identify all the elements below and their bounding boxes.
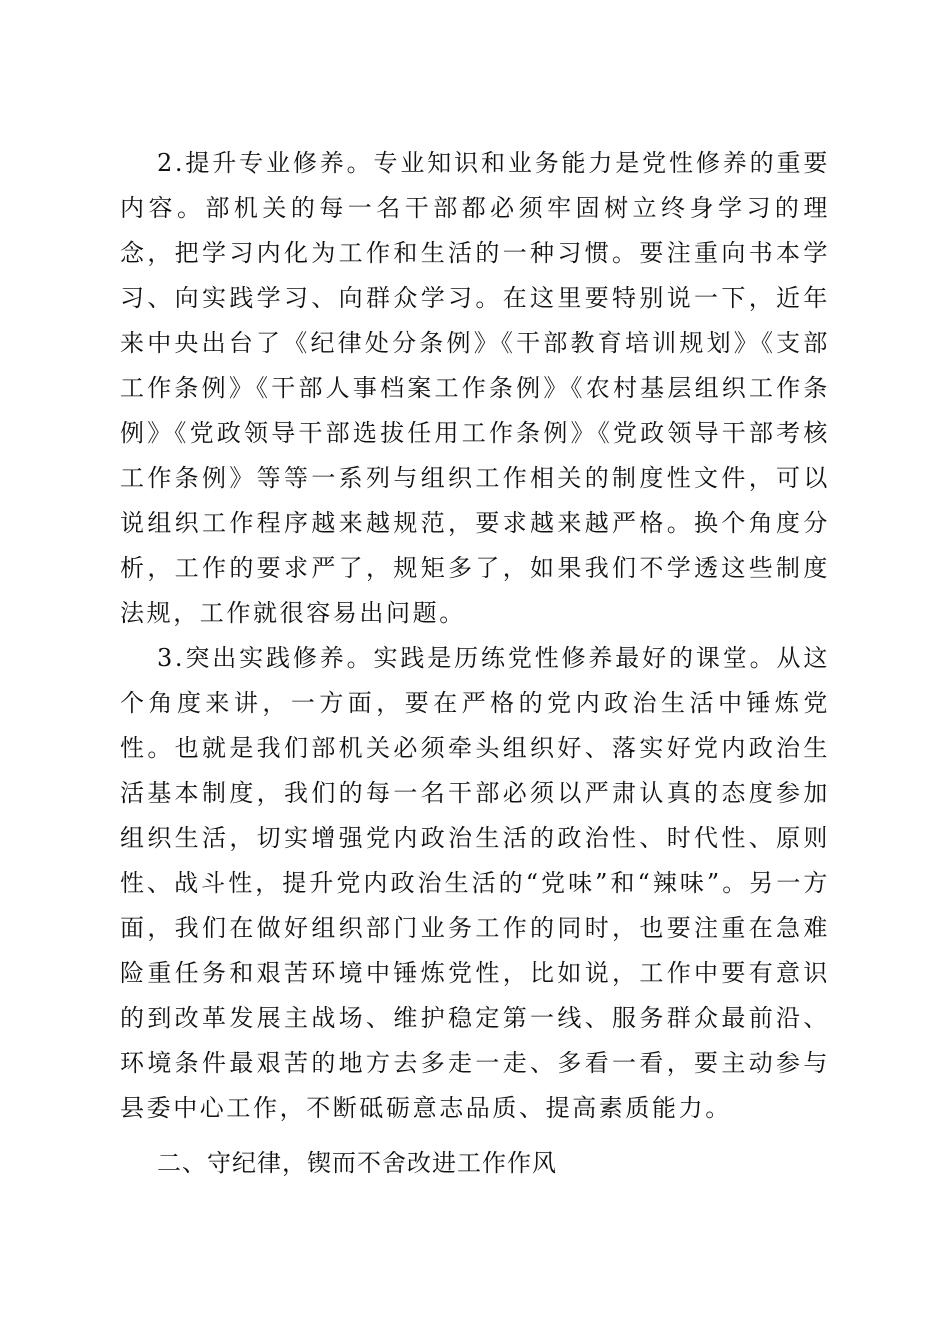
paragraph-professional-cultivation: 2.提升专业修养。专业知识和业务能力是党性修养的重要内容。部机关的每一名干部都必须牢固树立终身学习的理念，把学习内化为工作和生活的一种习惯。要注重向书本学习、向实践学习、向群众学习。在这里要特别说一下，近年来中央出台了《纪律处分条例》《干部教育培训规划》《支部工作条例》《干部人事档案工作条例》《农村基层组织工作条例》《党政领导干部选拔任用工作条例》《党政领导干部考核工作条例》等等一系列与组织工作相关的制度性文件，可以说组织工作程序越来越规范，要求越来越严格。换个角度分析，工作的要求严了，规矩多了，如果我们不学透这些制度法规，工作就很容易出问题。 <box>120 149 830 627</box>
paragraph-practice-cultivation: 3.突出实践修养。实践是历练党性修养最好的课堂。从这个角度来讲，一方面，要在严格的党内政治生活中锤炼党性。也就是我们部机关必须牵头组织好、落实好党内政治生活基本制度，我们的每一名干部必须以严肃认真的态度参加组织生活，切实增强党内政治生活的政治性、时代性、原则性、战斗性，提升党内政治生活的“党味”和“辣味”。另一方面，我们在做好组织部门业务工作的同时，也要注重在急难险重任务和艰苦环境中锤炼党性，比如说，工作中要有意识的到改革发展主战场、维护稳定第一线、服务群众最前沿、环境条件最艰苦的地方去多走一走、多看一看，要主动参与县委中心工作，不断砥砺意志品质、提高素质能力。 <box>120 644 830 1122</box>
section-heading: 二、守纪律，锲而不舍改进工作作风 <box>157 1149 557 1177</box>
document-body <box>120 141 830 1183</box>
